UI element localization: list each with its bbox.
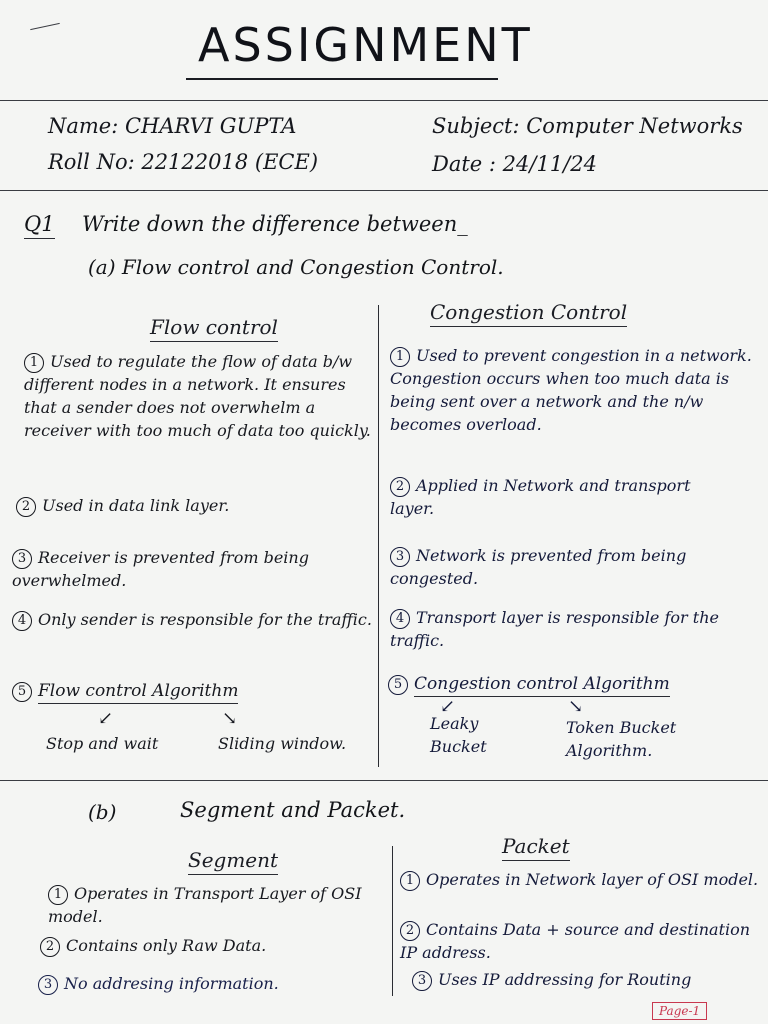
title-underline xyxy=(186,78,498,80)
flow-control-heading: Flow control xyxy=(150,315,278,342)
point-text: Only sender is responsible for the traffic. xyxy=(38,610,372,629)
part-b-label: (b) xyxy=(88,800,117,824)
stray-pen-mark xyxy=(30,23,60,30)
point-number: 1 xyxy=(24,353,44,373)
point-number: 1 xyxy=(48,885,68,905)
leaky-bucket: Leaky Bucket xyxy=(430,714,487,756)
point-number: 2 xyxy=(400,921,420,941)
packet-point-1 xyxy=(400,868,760,891)
point-text: Receiver is prevented from being overwhelmed. xyxy=(12,548,309,590)
flow-algorithm-title: Flow control Algorithm xyxy=(38,681,238,704)
point-text: Network is prevented from being congested. xyxy=(390,546,687,588)
congestion-algorithm-title: Congestion control Algorithm xyxy=(414,674,670,697)
point-number: 4 xyxy=(390,609,410,629)
congestion-point-3 xyxy=(390,544,730,590)
point-text: Used to prevent congestion in a network. Congestion occurs when too much data is being sent over a network and the n/w becomes overload. xyxy=(390,346,752,434)
point-number: 3 xyxy=(12,549,32,569)
point-number: 3 xyxy=(38,975,58,995)
arrow-down-left-icon: ↙ xyxy=(98,708,114,729)
point-text: Applied in Network and transport layer. xyxy=(390,476,691,518)
part-b-column-divider xyxy=(392,846,393,996)
flow-point-3 xyxy=(12,546,362,592)
congestion-control-heading: Congestion Control xyxy=(430,300,627,327)
point-text: Transport layer is responsible for the traffic. xyxy=(390,608,719,650)
point-number: 3 xyxy=(412,971,432,991)
page-number: Page-1 xyxy=(652,1002,707,1020)
congestion-point-4 xyxy=(390,606,755,652)
student-name: Name: CHARVI GUPTA xyxy=(48,114,297,138)
flow-point-4 xyxy=(12,608,372,631)
subject: Subject: Computer Networks xyxy=(432,114,743,138)
packet-point-2 xyxy=(400,918,760,964)
segment-heading: Segment xyxy=(188,848,278,875)
question-text: Write down the difference between_ xyxy=(82,212,468,236)
point-text: Uses IP addressing for Routing xyxy=(438,970,692,989)
stop-and-wait: Stop and wait xyxy=(46,734,159,753)
part-a-title: (a) Flow control and Congestion Control. xyxy=(88,255,504,279)
point-text: Contains Data + source and destination IP address. xyxy=(400,920,751,962)
part-b-title: Segment and Packet. xyxy=(180,798,406,822)
congestion-algorithm xyxy=(388,674,670,695)
point-number: 2 xyxy=(390,477,410,497)
arrow-down-right-icon: ↘ xyxy=(222,708,238,729)
page-title: ASSIGNMENT xyxy=(198,18,533,72)
point-number: 2 xyxy=(16,497,36,517)
point-text: Contains only Raw Data. xyxy=(66,936,267,955)
segment-point-2 xyxy=(40,934,380,957)
point-number: 1 xyxy=(390,347,410,367)
point-number: 1 xyxy=(400,871,420,891)
arrow-down-right-icon: ↘ xyxy=(568,696,584,717)
point-text: Used to regulate the flow of data b/w different nodes in a network. It ensures that a sender does not overwhelm a receiver with too much of data too quickly. xyxy=(24,352,371,440)
point-text: Operates in Transport Layer of OSI model. xyxy=(48,884,362,926)
point-number: 5 xyxy=(388,675,408,695)
date: Date : 24/11/24 xyxy=(432,152,597,176)
flow-algorithm xyxy=(12,681,238,702)
point-number: 5 xyxy=(12,682,32,702)
part-a-column-divider xyxy=(378,305,379,767)
point-number: 3 xyxy=(390,547,410,567)
segment-point-1 xyxy=(48,882,388,928)
flow-point-1 xyxy=(24,350,374,442)
roll-number: Roll No: 22122018 (ECE) xyxy=(48,150,319,174)
section-divider xyxy=(0,780,768,781)
point-text: Operates in Network layer of OSI model. xyxy=(426,870,759,889)
sliding-window: Sliding window. xyxy=(218,734,347,753)
congestion-point-1 xyxy=(390,344,755,436)
packet-heading: Packet xyxy=(502,834,570,861)
congestion-point-2 xyxy=(390,474,730,520)
header-bottom-rule xyxy=(0,190,768,191)
token-bucket: Token Bucket Algorithm. xyxy=(566,718,677,760)
point-text: No addresing information. xyxy=(64,974,279,993)
point-number: 2 xyxy=(40,937,60,957)
point-text: Used in data link layer. xyxy=(42,496,230,515)
header-top-rule xyxy=(0,100,768,101)
arrow-down-left-icon: ↙ xyxy=(440,696,456,717)
packet-point-3 xyxy=(412,968,691,991)
flow-point-2 xyxy=(16,494,366,517)
question-number: Q1 xyxy=(24,212,55,239)
segment-point-3 xyxy=(38,972,378,995)
point-number: 4 xyxy=(12,611,32,631)
